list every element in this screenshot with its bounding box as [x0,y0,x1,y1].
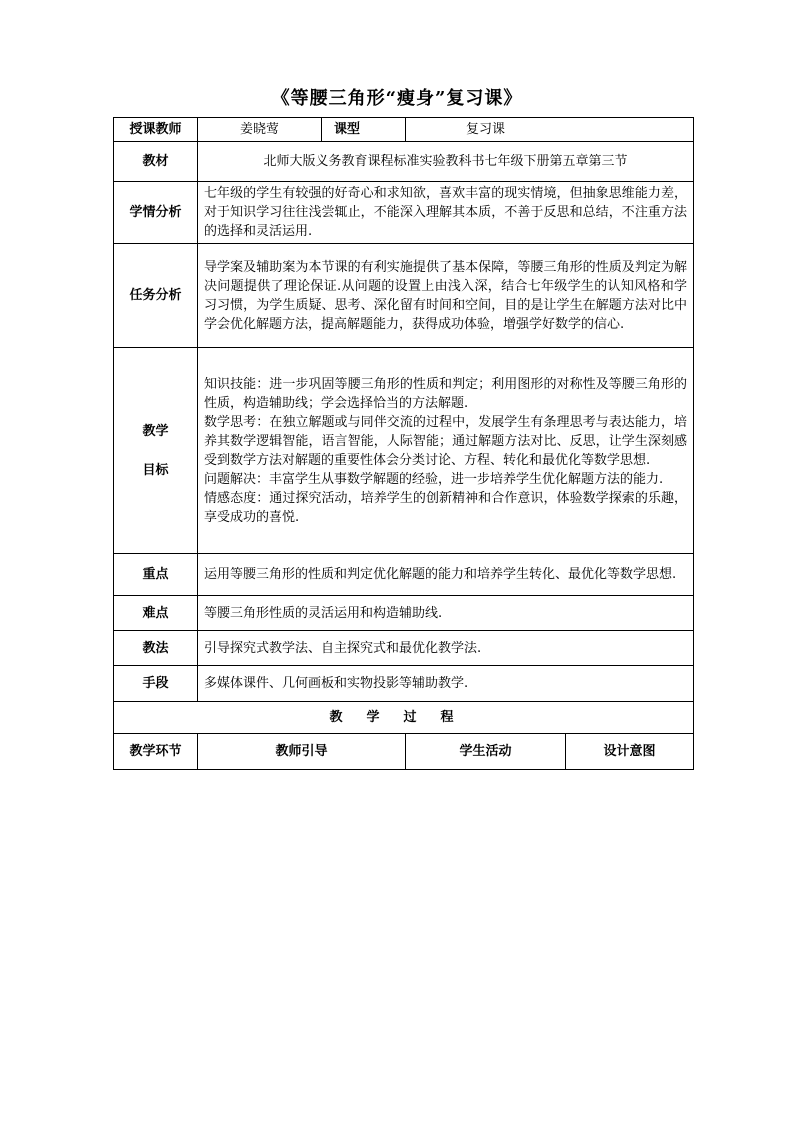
difficulties-value: 等腰三角形性质的灵活运用和构造辅助线. [198,596,694,631]
objective-attitude: 情感态度：通过探究活动，培养学生的创新精神和合作意识，体验数学探索的乐趣，享受成功的喜悦. [204,490,688,525]
textbook-row [114,142,694,182]
type-label: 课型 [322,118,406,142]
method-label: 教法 [114,631,198,666]
objectives-label [114,348,198,554]
objectives-label-line2: 目标 [142,462,169,478]
process-col-teacher: 教师引导 [198,734,406,770]
student-analysis-row [114,182,694,244]
type-value: 复习课 [406,118,694,142]
student-analysis-label: 学情分析 [114,182,198,244]
objectives-value [198,348,694,554]
student-analysis-value: 七年级的学生有较强的好奇心和求知欲，喜欢丰富的现实情境，但抽象思维能力差，对于知识学习往往浅尝辄止，不能深入理解其本质，不善于反思和总结，不注重方法的选择和灵活运用. [198,182,694,244]
document-title: 《等腰三角形“瘦身”复习课》 [271,88,523,109]
means-label: 手段 [114,666,198,702]
textbook-value: 北师大版义务教育课程标准实验教科书七年级下册第五章第三节 [198,142,694,182]
textbook-label: 教材 [114,142,198,182]
method-row [114,631,694,666]
objective-thinking: 数学思考：在独立解题或与同伴交流的过程中，发展学生有条理思考与表达能力，培养其数学逻辑智能，语言智能，人际智能；通过解题方法对比、反思，让学生深刻感受到数学方法对解题的重要性体会分类讨论、方程、转化和最优化等数学思想. [204,414,688,468]
key-points-row [114,554,694,596]
header-row [114,118,694,142]
task-analysis-row [114,244,694,348]
objective-problem-solving: 问题解决：丰富学生从事数学解题的经验，进一步培养学生优化解题方法的能力. [204,471,664,487]
method-value: 引导探究式教学法、自主探究式和最优化教学法. [198,631,694,666]
process-col-stage: 教学环节 [114,734,198,770]
process-title: 教学过程 [114,702,694,734]
difficulties-label: 难点 [114,596,198,631]
key-points-value: 运用等腰三角形的性质和判定优化解题的能力和培养学生转化、最优化等数学思想. [198,554,694,596]
key-points-label: 重点 [114,554,198,596]
objectives-row [114,348,694,554]
difficulties-row [114,596,694,631]
objectives-label-line1: 教学 [142,423,169,439]
means-row [114,666,694,702]
teacher-label: 授课教师 [114,118,198,142]
process-title-row [114,702,694,734]
lesson-plan-table [113,117,694,770]
process-col-intent: 设计意图 [566,734,694,770]
objective-knowledge: 知识技能：进一步巩固等腰三角形的性质和判定；利用图形的对称性及等腰三角形的性质，构造辅助线；学会选择恰当的方法解题. [204,376,688,411]
task-analysis-value: 导学案及辅助案为本节课的有利实施提供了基本保障，等腰三角形的性质及判定为解决问题提供了理论保证.从问题的设置上由浅入深，结合七年级学生的认知风格和学习习惯，为学生质疑、思考、深化留有时间和空间，目的是让学生在解题方法对比中学会优化解题方法，提高解题能力，获得成功体验，增强学好数学的信心. [198,244,694,348]
process-col-student: 学生活动 [406,734,566,770]
process-columns-row [114,734,694,770]
teacher-name: 姜晓莺 [198,118,322,142]
means-value: 多媒体课件、几何画板和实物投影等辅助教学. [198,666,694,702]
task-analysis-label: 任务分析 [114,244,198,348]
